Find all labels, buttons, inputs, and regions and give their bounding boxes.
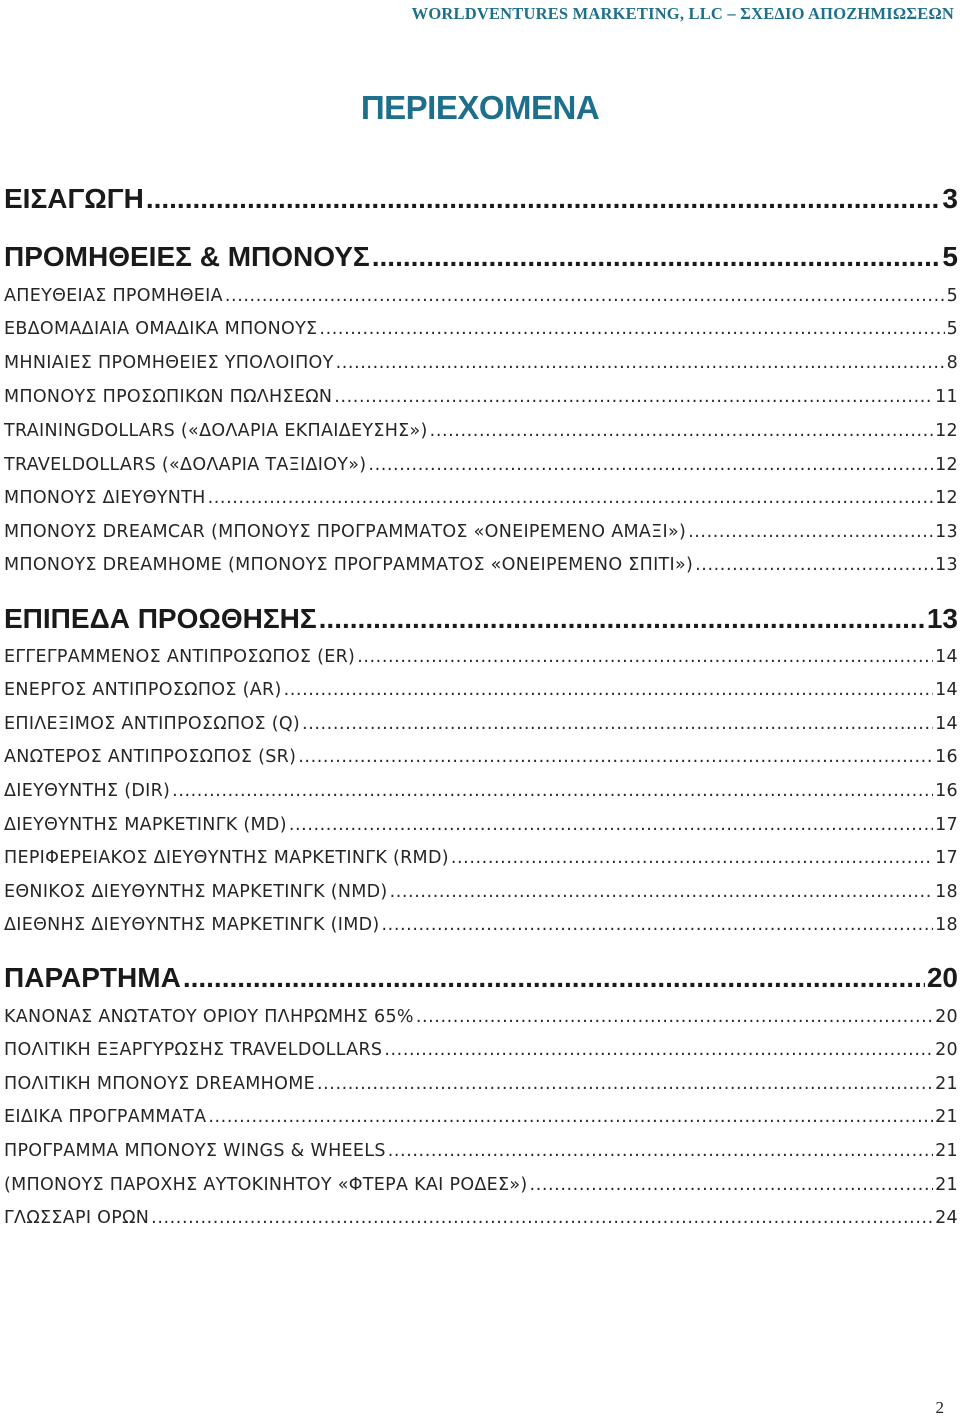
- toc-entry[interactable]: [4, 554, 958, 576]
- dot-leader: [416, 1006, 933, 1028]
- toc-entry[interactable]: [4, 646, 958, 668]
- toc-entry[interactable]: [4, 780, 958, 802]
- toc-entry-page: 20: [935, 1040, 958, 1060]
- toc-entry[interactable]: [4, 1039, 958, 1061]
- toc-entry-page: 12: [935, 455, 958, 475]
- toc-entry[interactable]: [4, 521, 958, 543]
- toc-entry[interactable]: [4, 713, 958, 735]
- toc-entry-label: ΕΙΔΙΚΑ ΠΡΟΓΡΑΜΜΑΤΑ: [4, 1107, 207, 1127]
- dot-leader: [302, 713, 933, 735]
- toc-entry[interactable]: [4, 1207, 958, 1229]
- table-of-contents: [4, 0, 958, 1422]
- toc-entry-label: ΔΙΕΘΝΗΣ ΔΙΕΥΘΥΝΤΗΣ ΜΑΡΚΕΤΙΝΓΚ (IMD): [4, 915, 380, 935]
- toc-entry-page: 5: [946, 319, 958, 339]
- toc-entry-page: 5: [946, 286, 958, 306]
- toc-entry-label: ΕΓΓΕΓΡΑΜΜΕΝΟΣ ΑΝΤΙΠΡΟΣΩΠΟΣ (ER): [4, 647, 356, 667]
- toc-entry-label: ΕΒΔΟΜΑΔΙΑΙΑ ΟΜΑΔΙΚΑ ΜΠΟΝΟΥΣ: [4, 319, 318, 339]
- dot-leader: [319, 602, 925, 636]
- toc-entry-label: ΠΡΟΜΗΘΕΙΕΣ & ΜΠΟΝΟΥΣ: [4, 241, 370, 272]
- toc-entry[interactable]: [4, 1174, 958, 1196]
- toc-entry-page: 17: [935, 815, 958, 835]
- toc-entry[interactable]: [4, 352, 958, 374]
- toc-entry[interactable]: [4, 420, 958, 442]
- toc-entry[interactable]: [4, 1106, 958, 1128]
- toc-entry-label: ΠΑΡΑΡΤΗΜΑ: [4, 962, 181, 993]
- dot-leader: [384, 1039, 933, 1061]
- dot-leader: [225, 285, 945, 307]
- dot-leader: [357, 646, 933, 668]
- page-number: 2: [935, 1398, 944, 1417]
- dot-leader: [289, 814, 933, 836]
- toc-entry-label: ΔΙΕΥΘΥΝΤΗΣ ΜΑΡΚΕΤΙΝΓΚ (MD): [4, 815, 287, 835]
- dot-leader: [284, 679, 934, 701]
- toc-entry-label: TRAVELDOLLARS («ΔΟΛΑΡΙΑ ΤΑΞΙΔΙΟΥ»): [4, 455, 367, 475]
- dot-leader: [430, 420, 933, 442]
- toc-entry-page: 21: [935, 1175, 958, 1195]
- toc-entry[interactable]: [4, 746, 958, 768]
- dot-leader: [208, 1106, 933, 1128]
- toc-entry[interactable]: [4, 814, 958, 836]
- dot-leader: [183, 961, 925, 995]
- toc-entry[interactable]: [4, 1006, 958, 1028]
- toc-entry-page: 11: [935, 387, 958, 407]
- toc-entry-page: 17: [935, 848, 958, 868]
- toc-entry[interactable]: [4, 881, 958, 903]
- toc-entry-label: ΜΠΟΝΟΥΣ DREAMCAR (ΜΠΟΝΟΥΣ ΠΡΟΓΡΑΜΜΑΤΟΣ «ΟΝΕΙΡΕΜΕΝΟ ΑΜΑΞΙ»): [4, 522, 687, 542]
- toc-entry-page: 16: [935, 781, 958, 801]
- toc-section[interactable]: [4, 240, 958, 274]
- toc-entry[interactable]: [4, 847, 958, 869]
- toc-entry[interactable]: [4, 1140, 958, 1162]
- toc-entry-page: 13: [926, 603, 958, 634]
- dot-leader: [172, 780, 933, 802]
- dot-leader: [334, 386, 933, 408]
- toc-entry-page: 3: [942, 183, 958, 214]
- toc-entry-label: ΜΠΟΝΟΥΣ ΔΙΕΥΘΥΝΤΗ: [4, 488, 206, 508]
- toc-entry-label: ΚΑΝΟΝΑΣ ΑΝΩΤΑΤΟΥ ΟΡΙΟΥ ΠΛΗΡΩΜΗΣ 65%: [4, 1007, 414, 1027]
- toc-entry[interactable]: [4, 1073, 958, 1095]
- toc-entry-page: 12: [935, 488, 958, 508]
- dot-leader: [146, 182, 941, 216]
- toc-entry-label: ΠΡΟΓΡΑΜΜΑ ΜΠΟΝΟΥΣ WINGS & WHEELS: [4, 1141, 386, 1161]
- toc-entry[interactable]: [4, 487, 958, 509]
- toc-entry-label: ΠΟΛΙΤΙΚΗ ΕΞΑΡΓΥΡΩΣΗΣ TRAVELDOLLARS: [4, 1040, 383, 1060]
- dot-leader: [151, 1207, 933, 1229]
- dot-leader: [319, 318, 944, 340]
- toc-entry[interactable]: [4, 386, 958, 408]
- toc-entry-label: ΕΝΕΡΓΟΣ ΑΝΤΙΠΡΟΣΩΠΟΣ (AR): [4, 680, 282, 700]
- toc-entry-page: 21: [935, 1074, 958, 1094]
- toc-entry-page: 18: [935, 915, 958, 935]
- toc-entry-label: ΜΠΟΝΟΥΣ ΠΡΟΣΩΠΙΚΩΝ ΠΩΛΗΣΕΩΝ: [4, 387, 333, 407]
- toc-entry-label: ΔΙΕΥΘΥΝΤΗΣ (DIR): [4, 781, 171, 801]
- toc-entry-page: 21: [935, 1107, 958, 1127]
- dot-leader: [451, 847, 933, 869]
- toc-entry-page: 12: [935, 421, 958, 441]
- dot-leader: [298, 746, 933, 768]
- toc-entry[interactable]: [4, 454, 958, 476]
- toc-entry[interactable]: [4, 285, 958, 307]
- toc-entry-page: 18: [935, 882, 958, 902]
- dot-leader: [388, 1140, 933, 1162]
- toc-entry-label: ΕΙΣΑΓΩΓΗ: [4, 183, 144, 214]
- toc-entry-page: 24: [935, 1208, 958, 1228]
- toc-entry-label: ΓΛΩΣΣΑΡΙ ΟΡΩΝ: [4, 1208, 150, 1228]
- toc-entry-page: 8: [946, 353, 958, 373]
- page-title: ΠΕΡΙΕΧΟΜΕΝΑ: [360, 89, 600, 126]
- dot-leader: [336, 352, 945, 374]
- toc-entry-label: ΑΝΩΤΕΡΟΣ ΑΝΤΙΠΡΟΣΩΠΟΣ (SR): [4, 747, 297, 767]
- toc-section[interactable]: [4, 602, 958, 636]
- toc-entry-label: ΜΠΟΝΟΥΣ DREAMHOME (ΜΠΟΝΟΥΣ ΠΡΟΓΡΑΜΜΑΤΟΣ «ΟΝΕΙΡΕΜΕΝΟ ΣΠΙΤΙ»): [4, 555, 694, 575]
- toc-entry[interactable]: [4, 914, 958, 936]
- toc-entry-label: ΕΘΝΙΚΟΣ ΔΙΕΥΘΥΝΤΗΣ ΜΑΡΚΕΤΙΝΓΚ (NMD): [4, 882, 388, 902]
- dot-leader: [530, 1174, 934, 1196]
- toc-entry-page: 5: [942, 241, 958, 272]
- toc-entry[interactable]: [4, 679, 958, 701]
- toc-entry-label: ΑΠΕΥΘΕΙΑΣ ΠΡΟΜΗΘΕΙΑ: [4, 286, 223, 306]
- dot-leader: [382, 914, 934, 936]
- toc-section[interactable]: [4, 182, 958, 216]
- toc-entry-page: 13: [935, 522, 958, 542]
- dot-leader: [390, 881, 934, 903]
- toc-entry-label: ΜΗΝΙΑΙΕΣ ΠΡΟΜΗΘΕΙΕΣ ΥΠΟΛΟΙΠΟΥ: [4, 353, 334, 373]
- dot-leader: [372, 240, 941, 274]
- toc-section[interactable]: [4, 961, 958, 995]
- toc-entry-page: 20: [926, 962, 958, 993]
- running-header: WORLDVENTURES MARKETING, LLC – ΣΧΕΔΙΟ ΑΠΟΖΗΜΙΩΣΕΩΝ: [411, 4, 954, 23]
- toc-entry-page: 16: [935, 747, 958, 767]
- toc-entry-page: 20: [935, 1007, 958, 1027]
- toc-entry-label: (ΜΠΟΝΟΥΣ ΠΑΡΟΧΗΣ ΑΥΤΟΚΙΝΗΤΟΥ «ΦΤΕΡΑ ΚΑΙ ΡΟΔΕΣ»): [4, 1175, 528, 1195]
- toc-entry-page: 21: [935, 1141, 958, 1161]
- dot-leader: [208, 487, 934, 509]
- toc-entry-label: ΕΠΙΠΕΔΑ ΠΡΟΩΘΗΣΗΣ: [4, 603, 317, 634]
- dot-leader: [688, 521, 933, 543]
- dot-leader: [317, 1073, 933, 1095]
- dot-leader: [368, 454, 933, 476]
- toc-entry-page: 13: [935, 555, 958, 575]
- toc-entry-label: ΠΕΡΙΦΕΡΕΙΑΚΟΣ ΔΙΕΥΘΥΝΤΗΣ ΜΑΡΚΕΤΙΝΓΚ (RMD): [4, 848, 449, 868]
- toc-entry-page: 14: [935, 714, 958, 734]
- toc-entry-page: 14: [935, 647, 958, 667]
- toc-entry-label: ΕΠΙΛΕΞΙΜΟΣ ΑΝΤΙΠΡΟΣΩΠΟΣ (Q): [4, 714, 301, 734]
- toc-entry-label: ΠΟΛΙΤΙΚΗ ΜΠΟΝΟΥΣ DREAMHOME: [4, 1074, 315, 1094]
- toc-entry-page: 14: [935, 680, 958, 700]
- toc-entry-label: TRAININGDOLLARS («ΔΟΛΑΡΙΑ ΕΚΠΑΙΔΕΥΣΗΣ»): [4, 421, 428, 441]
- toc-entry[interactable]: [4, 318, 958, 340]
- dot-leader: [695, 554, 933, 576]
